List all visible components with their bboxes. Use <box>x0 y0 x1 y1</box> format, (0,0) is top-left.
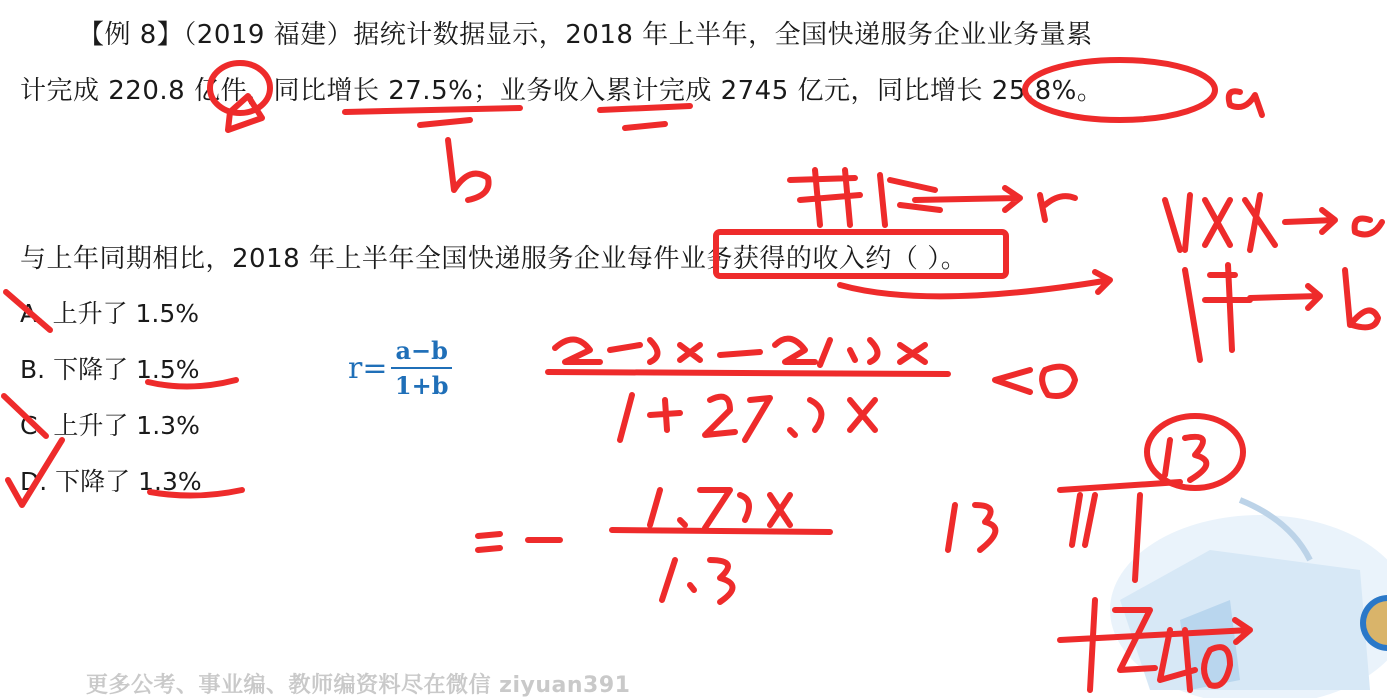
ink-letter-b2 <box>1345 270 1378 327</box>
formula-lhs: r= <box>348 350 388 386</box>
option-text: 下降了 1.3% <box>55 467 202 496</box>
ink-quotient-13 <box>1165 437 1206 480</box>
ink-result-bar <box>612 530 830 532</box>
formula-denominator: 1+b <box>394 371 449 400</box>
option-letter: A. <box>20 299 45 328</box>
ink-underline-growth <box>345 108 520 112</box>
ink-calc-denominator <box>620 395 875 440</box>
watermark: 更多公考、事业编、教师编资料尽在微信 ziyuan391 <box>86 673 631 698</box>
question-line-1: 【例 8】（2019 福建）据统计数据显示，2018 年上半年，全国快递服务企业业务量累 <box>78 20 1093 50</box>
option-text: 上升了 1.5% <box>52 299 200 328</box>
ink-strike-option-c <box>4 396 46 436</box>
ink-long-division <box>1060 482 1180 545</box>
ink-result-denominator <box>662 560 733 602</box>
ink-number-13 <box>948 505 995 550</box>
ink-letter-a2 <box>1355 219 1382 235</box>
ink-number-1240 <box>1090 600 1230 690</box>
option-text: 上升了 1.3% <box>53 411 200 440</box>
option-letter: C. <box>20 411 46 440</box>
ink-underline-option-d <box>150 490 242 496</box>
ink-letter-a <box>1229 91 1262 115</box>
ink-underline-revenue <box>600 106 690 110</box>
ink-income-label <box>1165 195 1275 250</box>
ink-equals-minus <box>478 534 560 550</box>
ink-check-option-d <box>8 440 62 505</box>
ink-arrow-down <box>1060 620 1250 642</box>
option-letter: B. <box>20 355 46 384</box>
ink-strike-option-a <box>6 292 50 330</box>
option-letter: D. <box>20 467 48 496</box>
ink-arrow-income <box>1285 210 1335 232</box>
ink-circle-rate <box>1025 60 1215 120</box>
ink-division-stem <box>1135 495 1140 580</box>
ink-box-key-phrase <box>716 232 1006 276</box>
option-text: 下降了 1.5% <box>53 355 200 384</box>
ink-less-than-zero <box>995 367 1075 396</box>
ink-calc-numerator <box>555 339 925 365</box>
question-line-2: 计完成 220.8 亿件，同比增长 27.5%；业务收入累计完成 2745 亿元，同比增长 25.8%。 <box>20 76 1104 106</box>
ink-result-numerator <box>650 490 790 528</box>
ink-fraction-bar <box>548 372 948 374</box>
ink-letter-r <box>1040 195 1075 220</box>
ink-arrow-piece <box>1250 286 1320 308</box>
ink-underline-option-b <box>148 380 236 387</box>
question-prompt: 与上年同期相比，2018 年上半年全国快递服务企业每件业务获得的收入约（ ）。 <box>20 244 968 274</box>
ink-letter-b <box>448 140 489 200</box>
ink-piece-label <box>1185 265 1250 360</box>
formula-numerator: a−b <box>391 336 451 369</box>
